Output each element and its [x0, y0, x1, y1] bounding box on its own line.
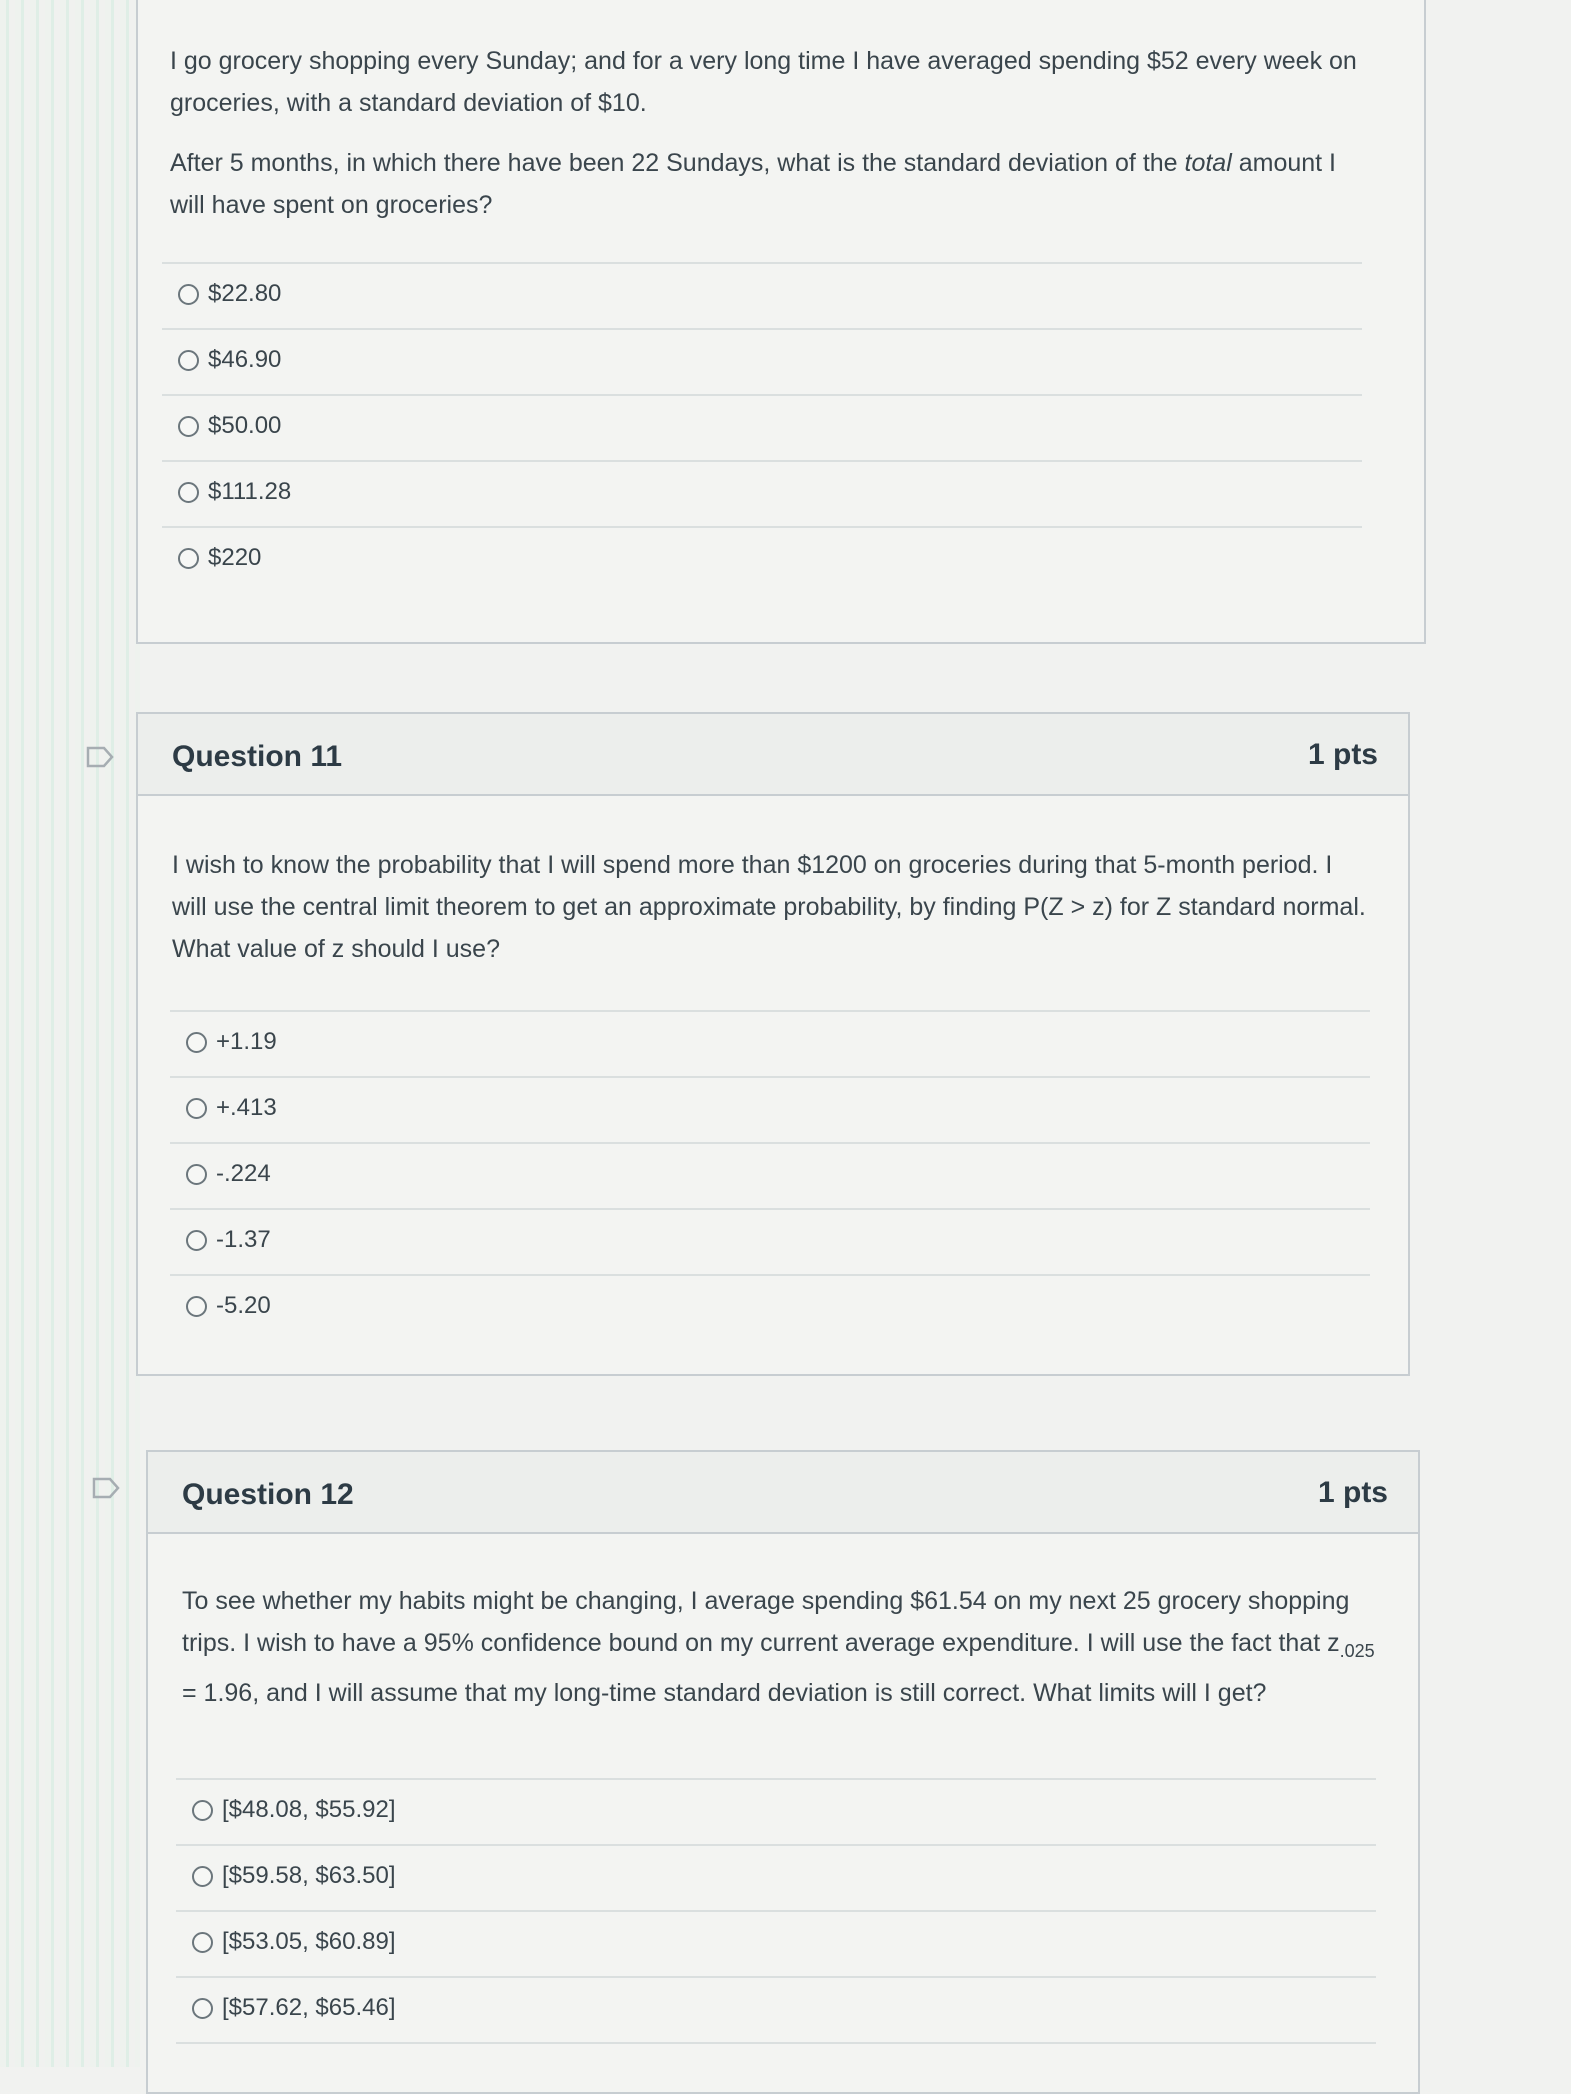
question-10-text-part-b: amount I will have spent on groceries? — [170, 149, 1337, 219]
question-12-points: 1 pts — [1317, 1476, 1388, 1509]
answer-option[interactable] — [162, 394, 1362, 460]
answer-option[interactable] — [170, 1208, 1370, 1274]
answer-option[interactable] — [176, 1976, 1376, 2042]
radio-button[interactable] — [178, 482, 199, 503]
question-10-text-emphasis: total — [1184, 149, 1232, 177]
answer-option[interactable] — [170, 1076, 1370, 1142]
radio-button[interactable] — [178, 284, 199, 305]
radio-button[interactable] — [178, 416, 199, 437]
answer-option[interactable] — [170, 1274, 1370, 1340]
question-12-text — [182, 1580, 1384, 1732]
radio-button[interactable] — [186, 1032, 207, 1053]
question-12-text-part-a: To see whether my habits might be changing, I average spending $61.54 on my next 25 grocery shopping trips. I wish to have a 95% confidence bound on my current average expenditure. I will use the fact that z — [182, 1587, 1350, 1657]
answer-option[interactable] — [162, 328, 1362, 394]
question-10 — [136, 0, 1426, 644]
question-11-points: 1 pts — [1307, 738, 1378, 771]
question-12-title: Question 12 — [182, 1478, 354, 1511]
radio-button[interactable] — [186, 1164, 207, 1185]
background-stripes — [0, 0, 140, 2067]
question-12-subscript: .025 — [1339, 1641, 1375, 1661]
answer-label: [$53.05, $60.89] — [222, 1928, 396, 1955]
answer-option[interactable] — [176, 2042, 1376, 2084]
question-10-answers — [162, 262, 1362, 592]
flag-question-icon[interactable] — [92, 1476, 120, 1500]
answer-option[interactable] — [176, 1844, 1376, 1910]
question-12 — [146, 1450, 1420, 2094]
question-10-paragraph-2 — [170, 142, 1370, 226]
answer-label: [$57.62, $65.46] — [222, 1994, 396, 2021]
question-10-text-part-a: After 5 months, in which there have been 22 Sundays, what is the standard deviation of the — [170, 149, 1185, 177]
answer-label: $220 — [208, 544, 262, 571]
answer-label: $22.80 — [208, 280, 282, 307]
answer-option[interactable] — [162, 262, 1362, 328]
radio-button[interactable] — [178, 350, 199, 371]
answer-label: +.413 — [216, 1094, 277, 1121]
answer-label: $50.00 — [208, 412, 282, 439]
question-11-title: Question 11 — [172, 740, 343, 773]
question-12-answers — [176, 1778, 1376, 2084]
radio-button[interactable] — [186, 1296, 207, 1317]
radio-button[interactable] — [192, 1800, 213, 1821]
answer-option[interactable] — [162, 526, 1362, 592]
answer-label: [$59.58, $63.50] — [222, 1862, 396, 1889]
radio-button[interactable] — [192, 1866, 213, 1887]
radio-button[interactable] — [186, 1230, 207, 1251]
answer-label: -5.20 — [216, 1292, 271, 1319]
answer-label: -.224 — [216, 1160, 271, 1187]
answer-option[interactable] — [162, 460, 1362, 526]
radio-button[interactable] — [178, 548, 199, 569]
answer-label: +1.19 — [216, 1028, 277, 1055]
question-11-paragraph: I wish to know the probability that I will spend more than $1200 on groceries during that 5-month period. I will use the central limit theorem to get an approximate probability, by finding P(Z > z) for Z standard normal. What value of z should I use? — [172, 851, 1366, 963]
question-11-text — [172, 844, 1374, 988]
radio-button[interactable] — [192, 1998, 213, 2019]
question-12-paragraph — [182, 1580, 1384, 1714]
question-11-header — [138, 714, 1408, 796]
answer-option[interactable] — [170, 1142, 1370, 1208]
answer-option[interactable] — [170, 1010, 1370, 1076]
radio-button[interactable] — [186, 1098, 207, 1119]
question-11-answers — [170, 1010, 1370, 1340]
answer-label: $111.28 — [208, 478, 292, 505]
answer-option[interactable] — [176, 1910, 1376, 1976]
answer-option[interactable] — [176, 1778, 1376, 1844]
question-11 — [136, 712, 1410, 1376]
question-12-text-part-b: = 1.96, and I will assume that my long-time standard deviation is still correct. What limits will I get? — [182, 1679, 1267, 1707]
radio-button[interactable] — [192, 1932, 213, 1953]
answer-label: [$48.08, $55.92] — [222, 1796, 396, 1823]
question-10-paragraph-1: I go grocery shopping every Sunday; and for a very long time I have averaged spending $52 every week on groceries, with a standard deviation of $10. — [170, 47, 1357, 117]
question-10-text — [170, 40, 1370, 244]
flag-question-icon[interactable] — [86, 745, 114, 769]
answer-label: $46.90 — [208, 346, 282, 373]
question-12-header — [148, 1452, 1418, 1534]
answer-label: -1.37 — [216, 1226, 271, 1253]
